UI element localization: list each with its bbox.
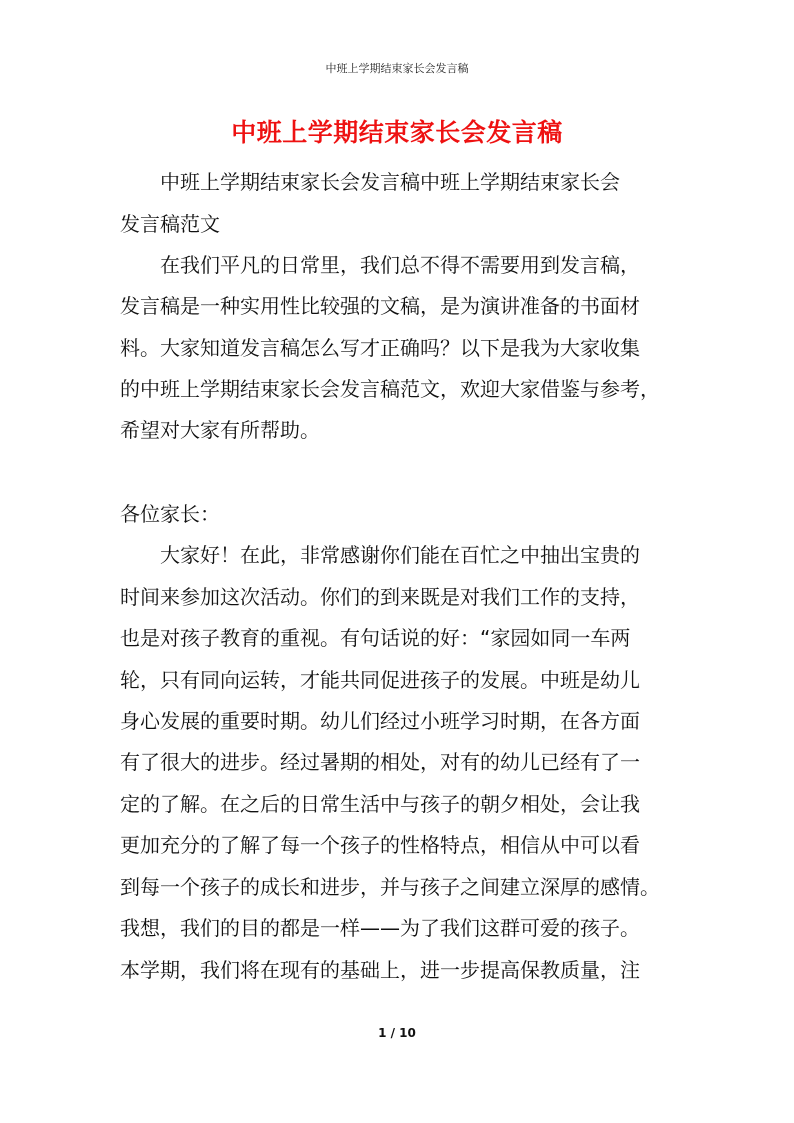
body-line: 发言稿是一种实用性比较强的文稿，是为演讲准备的书面材 [120, 294, 640, 318]
body-line: 定的了解。在之后的日常生活中与孩子的朝夕相处，会让我 [120, 792, 640, 816]
body-line: 有了很大的进步。经过暑期的相处，对有的幼儿已经有了一 [120, 750, 640, 774]
body-line: 在我们平凡的日常里，我们总不得不需要用到发言稿， [120, 253, 640, 277]
document-title: 中班上学期结束家长会发言稿 [231, 118, 563, 147]
body-line: 也是对孩子教育的重视。有句话说的好：“家园如同一车两 [120, 626, 631, 650]
body-line: 更加充分的了解了每一个孩子的性格特点，相信从中可以看 [120, 833, 640, 857]
body-line: 本学期，我们将在现有的基础上，进一步提高保教质量，注 [120, 958, 640, 982]
body-line: 大家好！在此，非常感谢你们能在百忙之中抽出宝贵的 [120, 543, 640, 567]
body-line: 的中班上学期结束家长会发言稿范文，欢迎大家借鉴与参考， [120, 377, 660, 401]
body-line: 时间来参加这次活动。你们的到来既是对我们工作的支持， [120, 585, 640, 609]
running-header: 中班上学期结束家长会发言稿 [325, 62, 469, 75]
body-line: 发言稿范文 [120, 212, 220, 236]
body-line: 希望对大家有所帮助。 [120, 418, 320, 442]
body-line: 身心发展的重要时期。幼儿们经过小班学习时期，在各方面 [120, 709, 640, 733]
page-number: 1 / 10 [378, 1026, 416, 1040]
body-line: 到每一个孩子的成长和进步，并与孩子之间建立深厚的感情。 [120, 875, 660, 899]
body-line: 轮，只有同向运转，才能共同促进孩子的发展。中班是幼儿 [120, 668, 640, 692]
body-line: 料。大家知道发言稿怎么写才正确吗？以下是我为大家收集 [120, 336, 640, 360]
body-line: 中班上学期结束家长会发言稿中班上学期结束家长会 [120, 170, 620, 194]
salutation: 各位家长： [120, 502, 220, 526]
body-line: 我想，我们的目的都是一样——为了我们这群可爱的孩子。 [120, 916, 640, 940]
